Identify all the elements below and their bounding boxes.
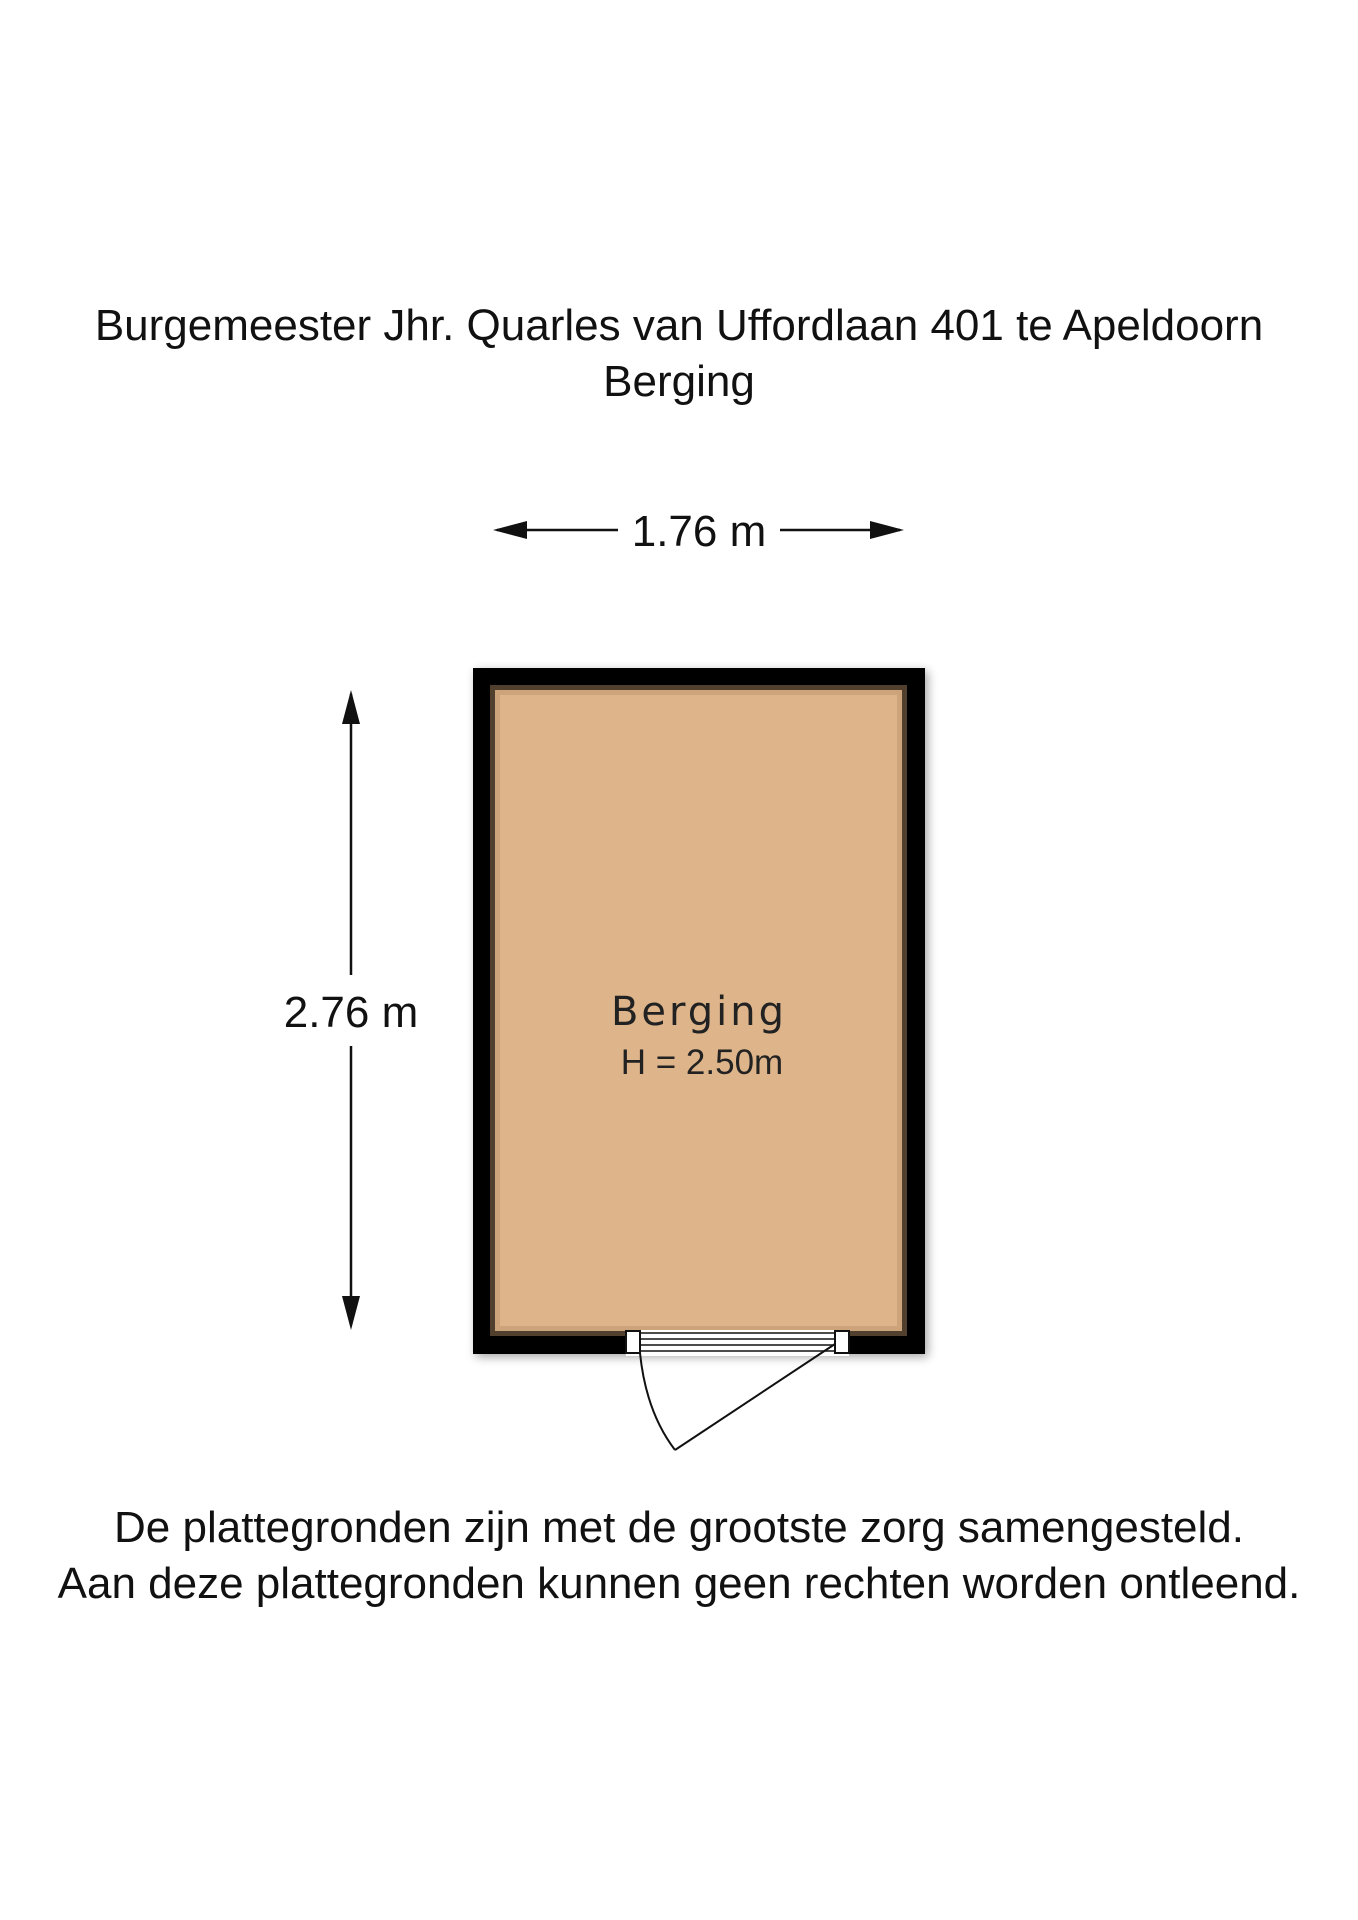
- room-berging: [473, 668, 925, 1450]
- door-leaf: [675, 1344, 835, 1450]
- arrow-left-icon: [493, 521, 527, 539]
- width-dimension-label: 1.76 m: [631, 507, 767, 556]
- room-height-label: H = 2.50m: [620, 1043, 784, 1082]
- disclaimer-line-2: Aan deze plattegronden kunnen geen rechten worden ontleend.: [57, 1559, 1301, 1608]
- door-swing-arc: [640, 1353, 675, 1450]
- address-title: Burgemeester Jhr. Quarles van Uffordlaan 401 te Apeldoorn: [94, 301, 1264, 350]
- door-jamb-left: [626, 1331, 640, 1353]
- door-opening: [626, 1330, 849, 1356]
- depth-dimension-label: 2.76 m: [283, 988, 419, 1037]
- room-name-label: Berging: [610, 989, 788, 1035]
- depth-dimension: [284, 690, 419, 1330]
- arrow-up-icon: [342, 690, 360, 724]
- arrow-right-icon: [870, 521, 904, 539]
- floor-subtitle: Berging: [603, 357, 755, 406]
- disclaimer: [0, 1500, 1358, 1612]
- disclaimer-line-1: De plattegronden zijn met de grootste zorg samengesteld.: [114, 1503, 1244, 1552]
- width-dimension: [493, 507, 904, 556]
- arrow-down-icon: [342, 1296, 360, 1330]
- door-jamb-right: [835, 1331, 849, 1353]
